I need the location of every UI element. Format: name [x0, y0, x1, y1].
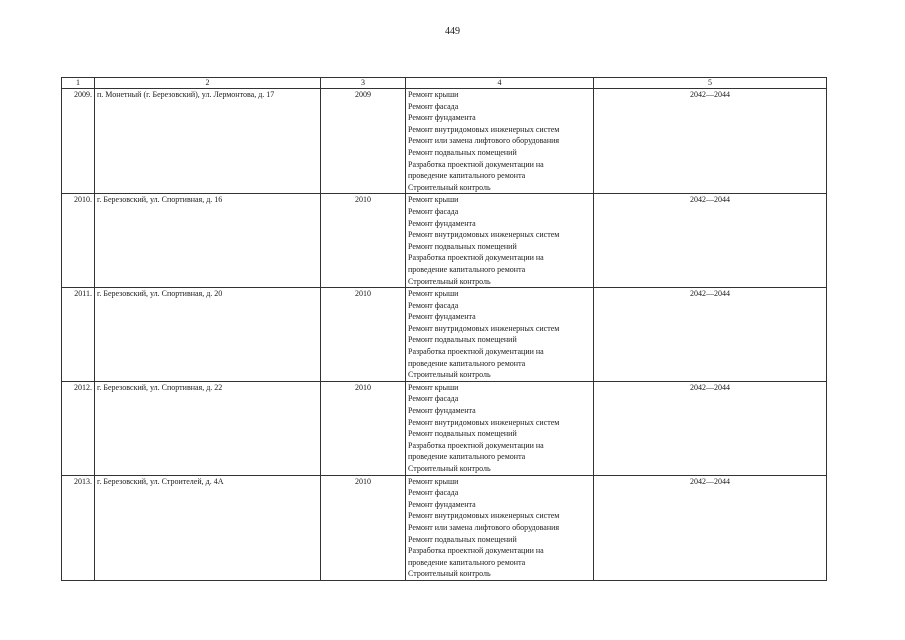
- row-works-list: [406, 194, 594, 288]
- work-item: проведение капитального ремонта: [408, 452, 526, 462]
- row-year: 2010: [321, 475, 406, 580]
- column-header-3: 3: [321, 78, 406, 89]
- table-row: [62, 194, 827, 288]
- work-item: проведение капитального ремонта: [408, 171, 526, 181]
- work-item: Ремонт фасада: [408, 101, 459, 111]
- row-year: 2010: [321, 288, 406, 382]
- work-item: Строительный контроль: [408, 569, 491, 579]
- row-address: г. Березовский, ул. Спортивная, д. 20: [95, 288, 321, 382]
- row-period: 2042—2044: [594, 194, 827, 288]
- column-header-5: 5: [594, 78, 827, 89]
- work-item: Разработка проектной документации на: [408, 546, 544, 556]
- work-item: Ремонт внутридомовых инженерных систем: [408, 230, 560, 240]
- row-address: п. Монетный (г. Березовский), ул. Лермонтова, д. 17: [95, 89, 321, 194]
- row-works-list: [406, 475, 594, 580]
- work-item: проведение капитального ремонта: [408, 358, 526, 368]
- table-body: [62, 89, 827, 581]
- row-works-list: [406, 89, 594, 194]
- work-item: Ремонт фасада: [408, 488, 459, 498]
- row-works-list: [406, 381, 594, 475]
- row-address: г. Березовский, ул. Строителей, д. 4А: [95, 475, 321, 580]
- row-number: 2013.: [62, 475, 95, 580]
- work-item: Ремонт внутридомовых инженерных систем: [408, 124, 560, 134]
- work-item: проведение капитального ремонта: [408, 557, 526, 567]
- row-year: 2009: [321, 89, 406, 194]
- work-item: Ремонт фасада: [408, 300, 459, 310]
- row-number: 2009.: [62, 89, 95, 194]
- row-number: 2011.: [62, 288, 95, 382]
- work-item: Разработка проектной документации на: [408, 347, 544, 357]
- work-item: Ремонт подвальных помещений: [408, 335, 517, 345]
- column-header-4: 4: [406, 78, 594, 89]
- work-item: Ремонт крыши: [408, 90, 459, 99]
- row-period: 2042—2044: [594, 288, 827, 382]
- row-number: 2010.: [62, 194, 95, 288]
- row-works-list: [406, 288, 594, 382]
- work-item: Ремонт фундамента: [408, 312, 476, 322]
- row-address: г. Березовский, ул. Спортивная, д. 22: [95, 381, 321, 475]
- column-header-2: 2: [95, 78, 321, 89]
- work-item: Ремонт внутридомовых инженерных систем: [408, 323, 560, 333]
- table-row: [62, 89, 827, 194]
- work-item: Ремонт фундамента: [408, 218, 476, 228]
- row-year: 2010: [321, 194, 406, 288]
- work-item: Ремонт подвальных помещений: [408, 534, 517, 544]
- work-item: Строительный контроль: [408, 464, 491, 473]
- row-period: 2042—2044: [594, 89, 827, 194]
- work-item: Ремонт крыши: [408, 382, 459, 392]
- work-item: Ремонт крыши: [408, 476, 459, 486]
- work-item: Ремонт фундамента: [408, 406, 476, 416]
- repair-schedule-table: [61, 77, 827, 581]
- work-item: Ремонт фундамента: [408, 113, 476, 123]
- work-item: Разработка проектной документации на: [408, 253, 544, 263]
- page-number: 449: [445, 26, 460, 37]
- work-item: Ремонт или замена лифтового оборудования: [408, 522, 560, 532]
- work-item: Ремонт фасада: [408, 206, 459, 216]
- work-item: Ремонт крыши: [408, 195, 459, 205]
- table-row: [62, 288, 827, 382]
- row-address: г. Березовский, ул. Спортивная, д. 16: [95, 194, 321, 288]
- work-item: Ремонт внутридомовых инженерных систем: [408, 511, 560, 521]
- work-item: Разработка проектной документации на: [408, 159, 544, 169]
- table-row: [62, 381, 827, 475]
- work-item: Разработка проектной документации на: [408, 440, 544, 450]
- work-item: Ремонт фундамента: [408, 499, 476, 509]
- row-period: 2042—2044: [594, 475, 827, 580]
- work-item: Ремонт подвальных помещений: [408, 241, 517, 251]
- work-item: Ремонт или замена лифтового оборудования: [408, 136, 560, 146]
- work-item: Ремонт подвальных помещений: [408, 429, 517, 439]
- work-item: Строительный контроль: [408, 370, 491, 380]
- work-item: Строительный контроль: [408, 182, 491, 192]
- row-year: 2010: [321, 381, 406, 475]
- work-item: Строительный контроль: [408, 276, 491, 286]
- work-item: Ремонт внутридомовых инженерных систем: [408, 417, 560, 427]
- table-row: [62, 475, 827, 580]
- work-item: Ремонт крыши: [408, 289, 459, 299]
- work-item: проведение капитального ремонта: [408, 264, 526, 274]
- column-header-1: 1: [62, 78, 95, 89]
- work-item: Ремонт фасада: [408, 394, 459, 404]
- work-item: Ремонт подвальных помещений: [408, 147, 517, 157]
- table-header-row: [62, 78, 827, 89]
- row-period: 2042—2044: [594, 381, 827, 475]
- row-number: 2012.: [62, 381, 95, 475]
